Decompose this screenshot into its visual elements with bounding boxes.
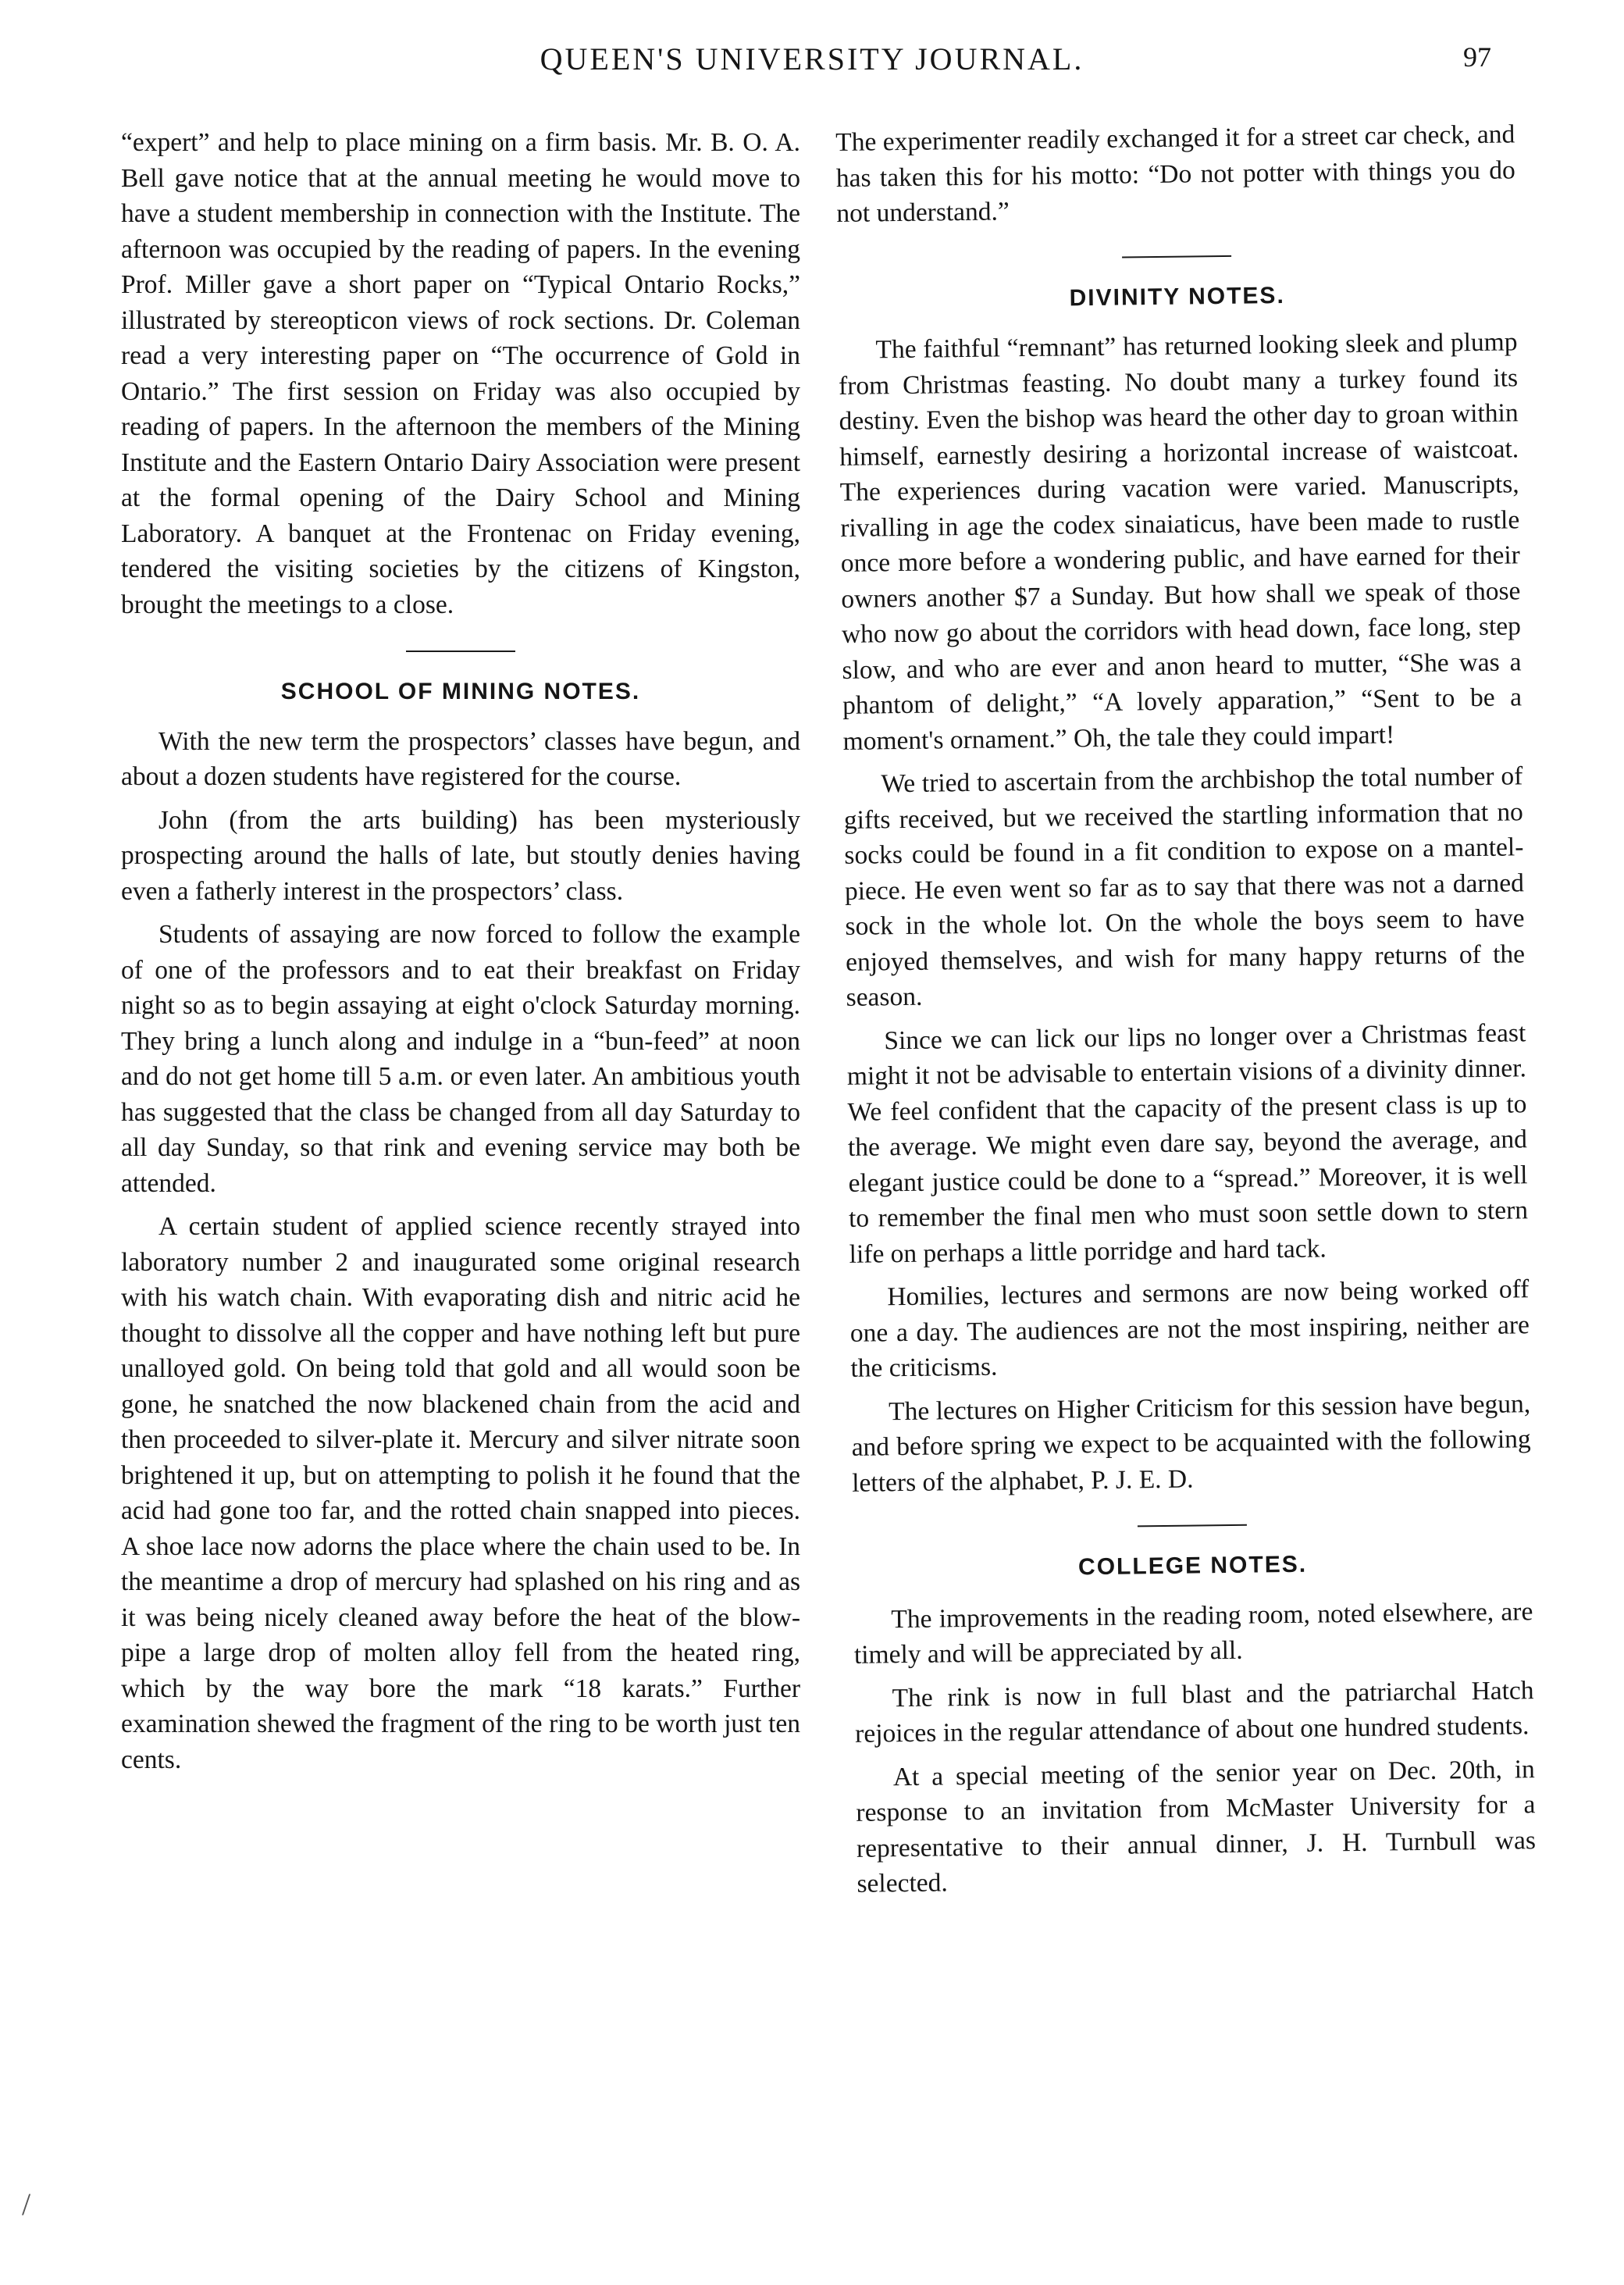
continued-paragraph: The experimenter readily exchanged it for a street car check, and has taken this for his motto: “Do not potter with things you do not understand.” xyxy=(835,119,1515,228)
paragraph: A certain student of applied science recently strayed into laboratory number 2 and inaugurated some original research with his watch chain. With evaporating dish and nitric acid he thought to dissolve all the copper and have nothing left but pure unalloyed gold. On being told that gold and all would soon be gone, he snatched the now blackened chain from the acid and then proceeded to silver-plate it. Mercury and silver nitrate soon brightened it up, but on attempting to polish it he found that the acid had gone too far, and the rotted chain snapped into pieces. A shoe lace now adorns the place where the chain used to be. In the meantime a drop of mercury had splashed on his ring and as it was being nicely cleaned away before the heat of the blow-pipe a large drop of molten alloy fell from the heated ring, which by the way bore the mark “18 karats.” Further examination shewed the fragment of the ring to be worth just ten cents. xyxy=(121,1212,800,1774)
paragraph: The rink is now in full blast and the patriarchal Hatch rejoices in the regular attendance of about one hundred students. xyxy=(854,1675,1534,1749)
section-divider xyxy=(406,651,515,652)
paragraph: John (from the arts building) has been mysteriously prospecting around the halls of late, but stoutly denies having even a fatherly interest in the prospectors’ class. xyxy=(121,805,800,906)
paragraph: Students of assaying are now forced to follow the example of one of the professors and to eat their breakfast on Friday night so as to begin assaying at eight o'clock Saturday morning. They bring a lunch along and indulge in a “bun-feed” at noon and do not get home till 5 a.m. or even later. An ambitious youth has suggested that the class be changed from all day Saturday to all day Sunday, so that rink and evening service may both be attended. xyxy=(121,920,800,1198)
section-divider xyxy=(1122,255,1231,258)
mining-notes-heading: SCHOOL OF MINING NOTES. xyxy=(280,679,641,704)
paragraph: Homilies, lectures and sermons are now being worked off one a day. The audiences are not the most inspiring, neither are the criticisms. xyxy=(849,1274,1530,1383)
divinity-notes-heading: DIVINITY NOTES. xyxy=(1069,282,1285,311)
paragraph: The lectures on Higher Criticism for this session have begun, and before spring we expect to be acquainted with the following letters of the alphabet, P. J. E. D. xyxy=(851,1388,1531,1498)
paragraph: At a special meeting of the senior year on Dec. 20th, in response to an invitation from McMaster University for a representative to their annual dinner, J. H. Turnbull was selected. xyxy=(856,1754,1537,1898)
paragraph: Since we can lick our lips no longer over a Christmas feast might it not be advisable to entertain visions of a divinity dinner. We feel confident that the capacity of the present class is up to the average. We might even dare say, beyond the average, and elegant justice could be done to a “spread.” Moreover, it is well to remember the final men who must soon settle down to stern life on perhaps a little porridge and hard tack. xyxy=(846,1018,1529,1269)
page-number: 97 xyxy=(1463,41,1491,73)
college-notes-heading: COLLEGE NOTES. xyxy=(1077,1551,1308,1581)
left-column xyxy=(121,125,800,1785)
paragraph: The faithful “remnant” has returned looking sleek and plump from Christmas feasting. No doubt many a turkey found its destiny. Even the bishop was heard the other day to groan within himself, earnestly desiring a horizontal increase of waistcoat. The experiences during vacation were varied. Manuscripts, rivalling in age the codex sinaiaticus, have been made to rustle once more before a wondering public, and have earned for their owners another $7 a Sunday. But how shall we speak of those who now go about the corridors with head down, face long, step slow, and who are ever and anon heard to mutter, “She was a phantom of delight,” “A lovely apparation,” “Sent to be a moment's ornament.” Oh, the tale they could impart! xyxy=(838,327,1522,756)
paragraph: We tried to ascertain from the archbishop the total number of gifts received, but we received the startling information that no socks could be found in a fit condition to expose on a mantel-piece. He even went so far as to say that there was not a darned sock in the whole lot. On the whole the boys seem to have enjoyed themselves, and wish for many happy returns of the season. xyxy=(843,761,1526,1012)
running-header: QUEEN'S UNIVERSITY JOURNAL. xyxy=(540,41,1084,77)
section-divider xyxy=(1138,1524,1247,1527)
paragraph: The improvements in the reading room, noted elsewhere, are timely and will be appreciated by all. xyxy=(853,1596,1533,1670)
scan-mark: / xyxy=(22,2187,31,2222)
right-column xyxy=(835,119,1537,1910)
continued-paragraph: “expert” and help to place mining on a firm basis. Mr. B. O. A. Bell gave notice that at the annual meeting he would move to have a student membership in connection with the Institute. The afternoon was occupied by the reading of papers. In the evening Prof. Miller gave a short paper on “Typical Ontario Rocks,” illustrated by stereopticon views of rock sections. Dr. Coleman read a very interesting paper on “The occurrence of Gold in Ontario.” The first session on Friday was also occupied by reading of papers. In the afternoon the members of the Mining Institute and the Eastern Ontario Dairy Association were present at the formal opening of the Dairy School and Mining Laboratory. A banquet at the Frontenac on Friday evening, tendered the visiting societies by the citizens of Kingston, brought the meetings to a close. xyxy=(121,128,800,619)
paragraph: With the new term the prospectors’ classes have begun, and about a dozen students have registered for the course. xyxy=(121,726,800,791)
